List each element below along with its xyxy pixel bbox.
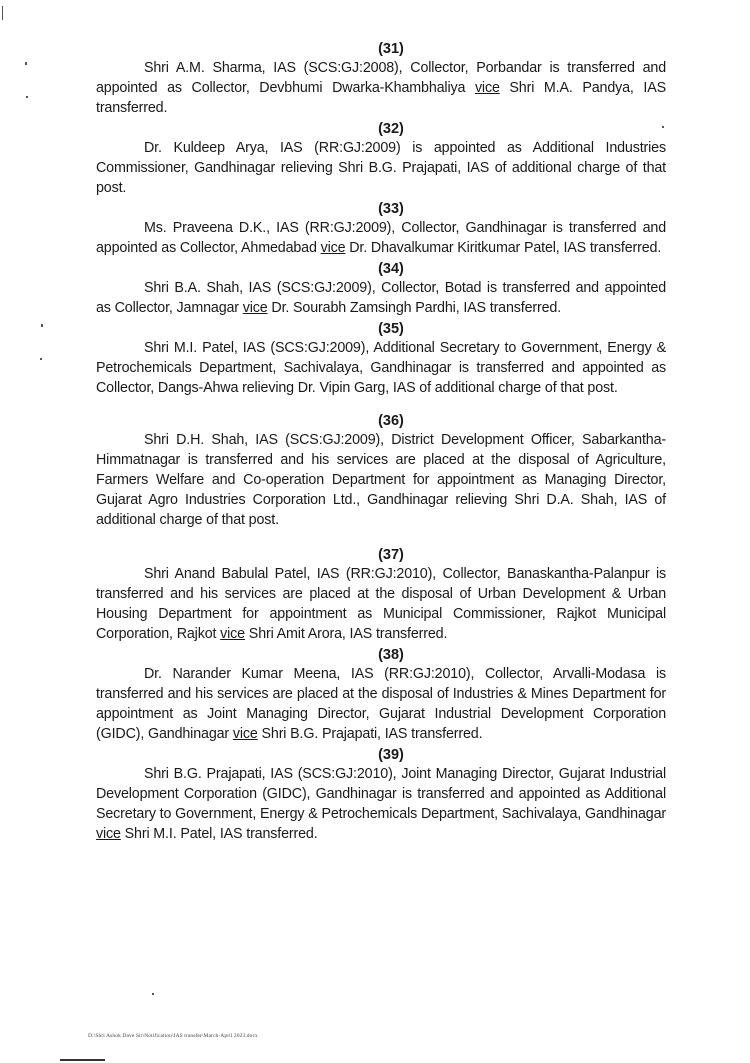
order-text-main: Ms. Praveena D.K., IAS (RR:GJ:2009), Collector, Gandhinagar is transferred and appointed as Collector, Ahmedabad	[96, 220, 666, 256]
order-item-31	[96, 40, 666, 118]
order-item-32	[96, 120, 666, 198]
order-text-main: Dr. Kuldeep Arya, IAS (RR:GJ:2009) is appointed as Additional Industries Commissioner, Gandhinagar relieving Shri B.G. Prajapati, IAS of additional charge of that post.	[96, 140, 666, 196]
order-item-37	[96, 546, 666, 644]
scan-mark	[2, 6, 3, 20]
vice-word: vice	[220, 626, 245, 642]
order-text	[96, 430, 666, 530]
order-text-main: Shri B.A. Shah, IAS (SCS:GJ:2009), Collector, Botad is transferred and appointed as Collector, Jamnagar	[96, 280, 666, 316]
order-text-main: Shri Anand Babulal Patel, IAS (RR:GJ:2010), Collector, Banaskantha-Palanpur is transferred and his services are placed at the disposal of Urban Development & Urban Housing Department for appointment as Municipal Commissioner, Rajkot Municipal Corporation, Rajkot	[96, 566, 666, 642]
order-number: (34)	[378, 261, 404, 277]
order-item-38	[96, 646, 666, 744]
scan-dot	[152, 993, 154, 995]
scan-dot	[662, 126, 664, 128]
order-number: (39)	[378, 747, 404, 763]
order-text-rest: Dr. Dhavalkumar Kiritkumar Patel, IAS transferred.	[345, 240, 662, 256]
order-text-rest: Dr. Sourabh Zamsingh Pardhi, IAS transferred.	[267, 300, 562, 316]
order-number: (33)	[378, 201, 404, 217]
vice-word: vice	[96, 826, 121, 842]
scan-dot	[40, 358, 42, 360]
order-item-34	[96, 260, 666, 318]
order-text	[96, 764, 666, 844]
scan-dot	[25, 62, 27, 65]
document-page	[96, 40, 666, 844]
order-text-main: Shri D.H. Shah, IAS (SCS:GJ:2009), District Development Officer, Sabarkantha-Himmatnagar is transferred and his services are placed at the disposal of Agriculture, Farmers Welfare and Co-operation Department for appointment as Managing Director, Gujarat Agro Industries Corporation Ltd., Gandhinagar relieving Shri D.A. Shah, IAS of additional charge of that post.	[96, 432, 666, 528]
vice-word: vice	[320, 240, 346, 256]
order-text	[96, 218, 666, 258]
order-text	[96, 58, 666, 118]
vice-word: vice	[242, 300, 268, 316]
order-text	[96, 664, 666, 744]
footer-rule	[60, 1059, 105, 1061]
order-number: (36)	[378, 413, 404, 429]
order-text	[96, 564, 666, 644]
order-number: (31)	[378, 41, 404, 57]
order-text	[96, 138, 666, 198]
order-text-rest: Shri M.I. Patel, IAS transferred.	[120, 826, 318, 842]
order-number: (37)	[378, 547, 404, 563]
order-text-main: Shri A.M. Sharma, IAS (SCS:GJ:2008), Collector, Porbandar is transferred and appointed as Collector, Devbhumi Dwarka-Khambhaliya	[96, 60, 666, 96]
order-item-36	[96, 412, 666, 530]
order-text-rest: Shri B.G. Prajapati, IAS transferred.	[257, 726, 483, 742]
order-item-33	[96, 200, 666, 258]
vice-word: vice	[232, 726, 258, 742]
order-item-35	[96, 320, 666, 398]
order-text-main: Dr. Narander Kumar Meena, IAS (RR:GJ:2010), Collector, Arvalli-Modasa is transferred and his services are placed at the disposal of Industries & Mines Department for appointment as Joint Managing Director, Gujarat Industrial Development Corporation (GIDC), Gandhinagar	[96, 666, 666, 742]
scan-dot	[41, 324, 43, 327]
order-text	[96, 278, 666, 318]
order-number: (32)	[378, 121, 404, 137]
footer-file-path: D:\Shri Ashok Dave Sir\Notification\IAS transfer\March-April 2023.docx	[88, 1033, 258, 1039]
order-text-main: Shri M.I. Patel, IAS (SCS:GJ:2009), Additional Secretary to Government, Energy & Petrochemicals Department, Sachivalaya, Gandhinagar is transferred and appointed as Collector, Dangs-Ahwa relieving Dr. Vipin Garg, IAS of additional charge of that post.	[96, 340, 666, 396]
order-text-main: Shri B.G. Prajapati, IAS (SCS:GJ:2010), Joint Managing Director, Gujarat Industrial Development Corporation (GIDC), Gandhinagar is transferred and appointed as Additional Secretary to Government, Energy & Petrochemicals Department, Sachivalaya, Gandhinagar	[96, 766, 666, 822]
order-item-39	[96, 746, 666, 844]
order-text-rest: Shri Amit Arora, IAS transferred.	[244, 626, 448, 642]
order-number: (35)	[378, 321, 404, 337]
order-text-rest: Shri M.A. Pandya, IAS transferred.	[96, 80, 666, 116]
order-text	[96, 338, 666, 398]
vice-word: vice	[474, 80, 500, 96]
order-number: (38)	[378, 647, 404, 663]
scan-dot	[26, 96, 28, 98]
